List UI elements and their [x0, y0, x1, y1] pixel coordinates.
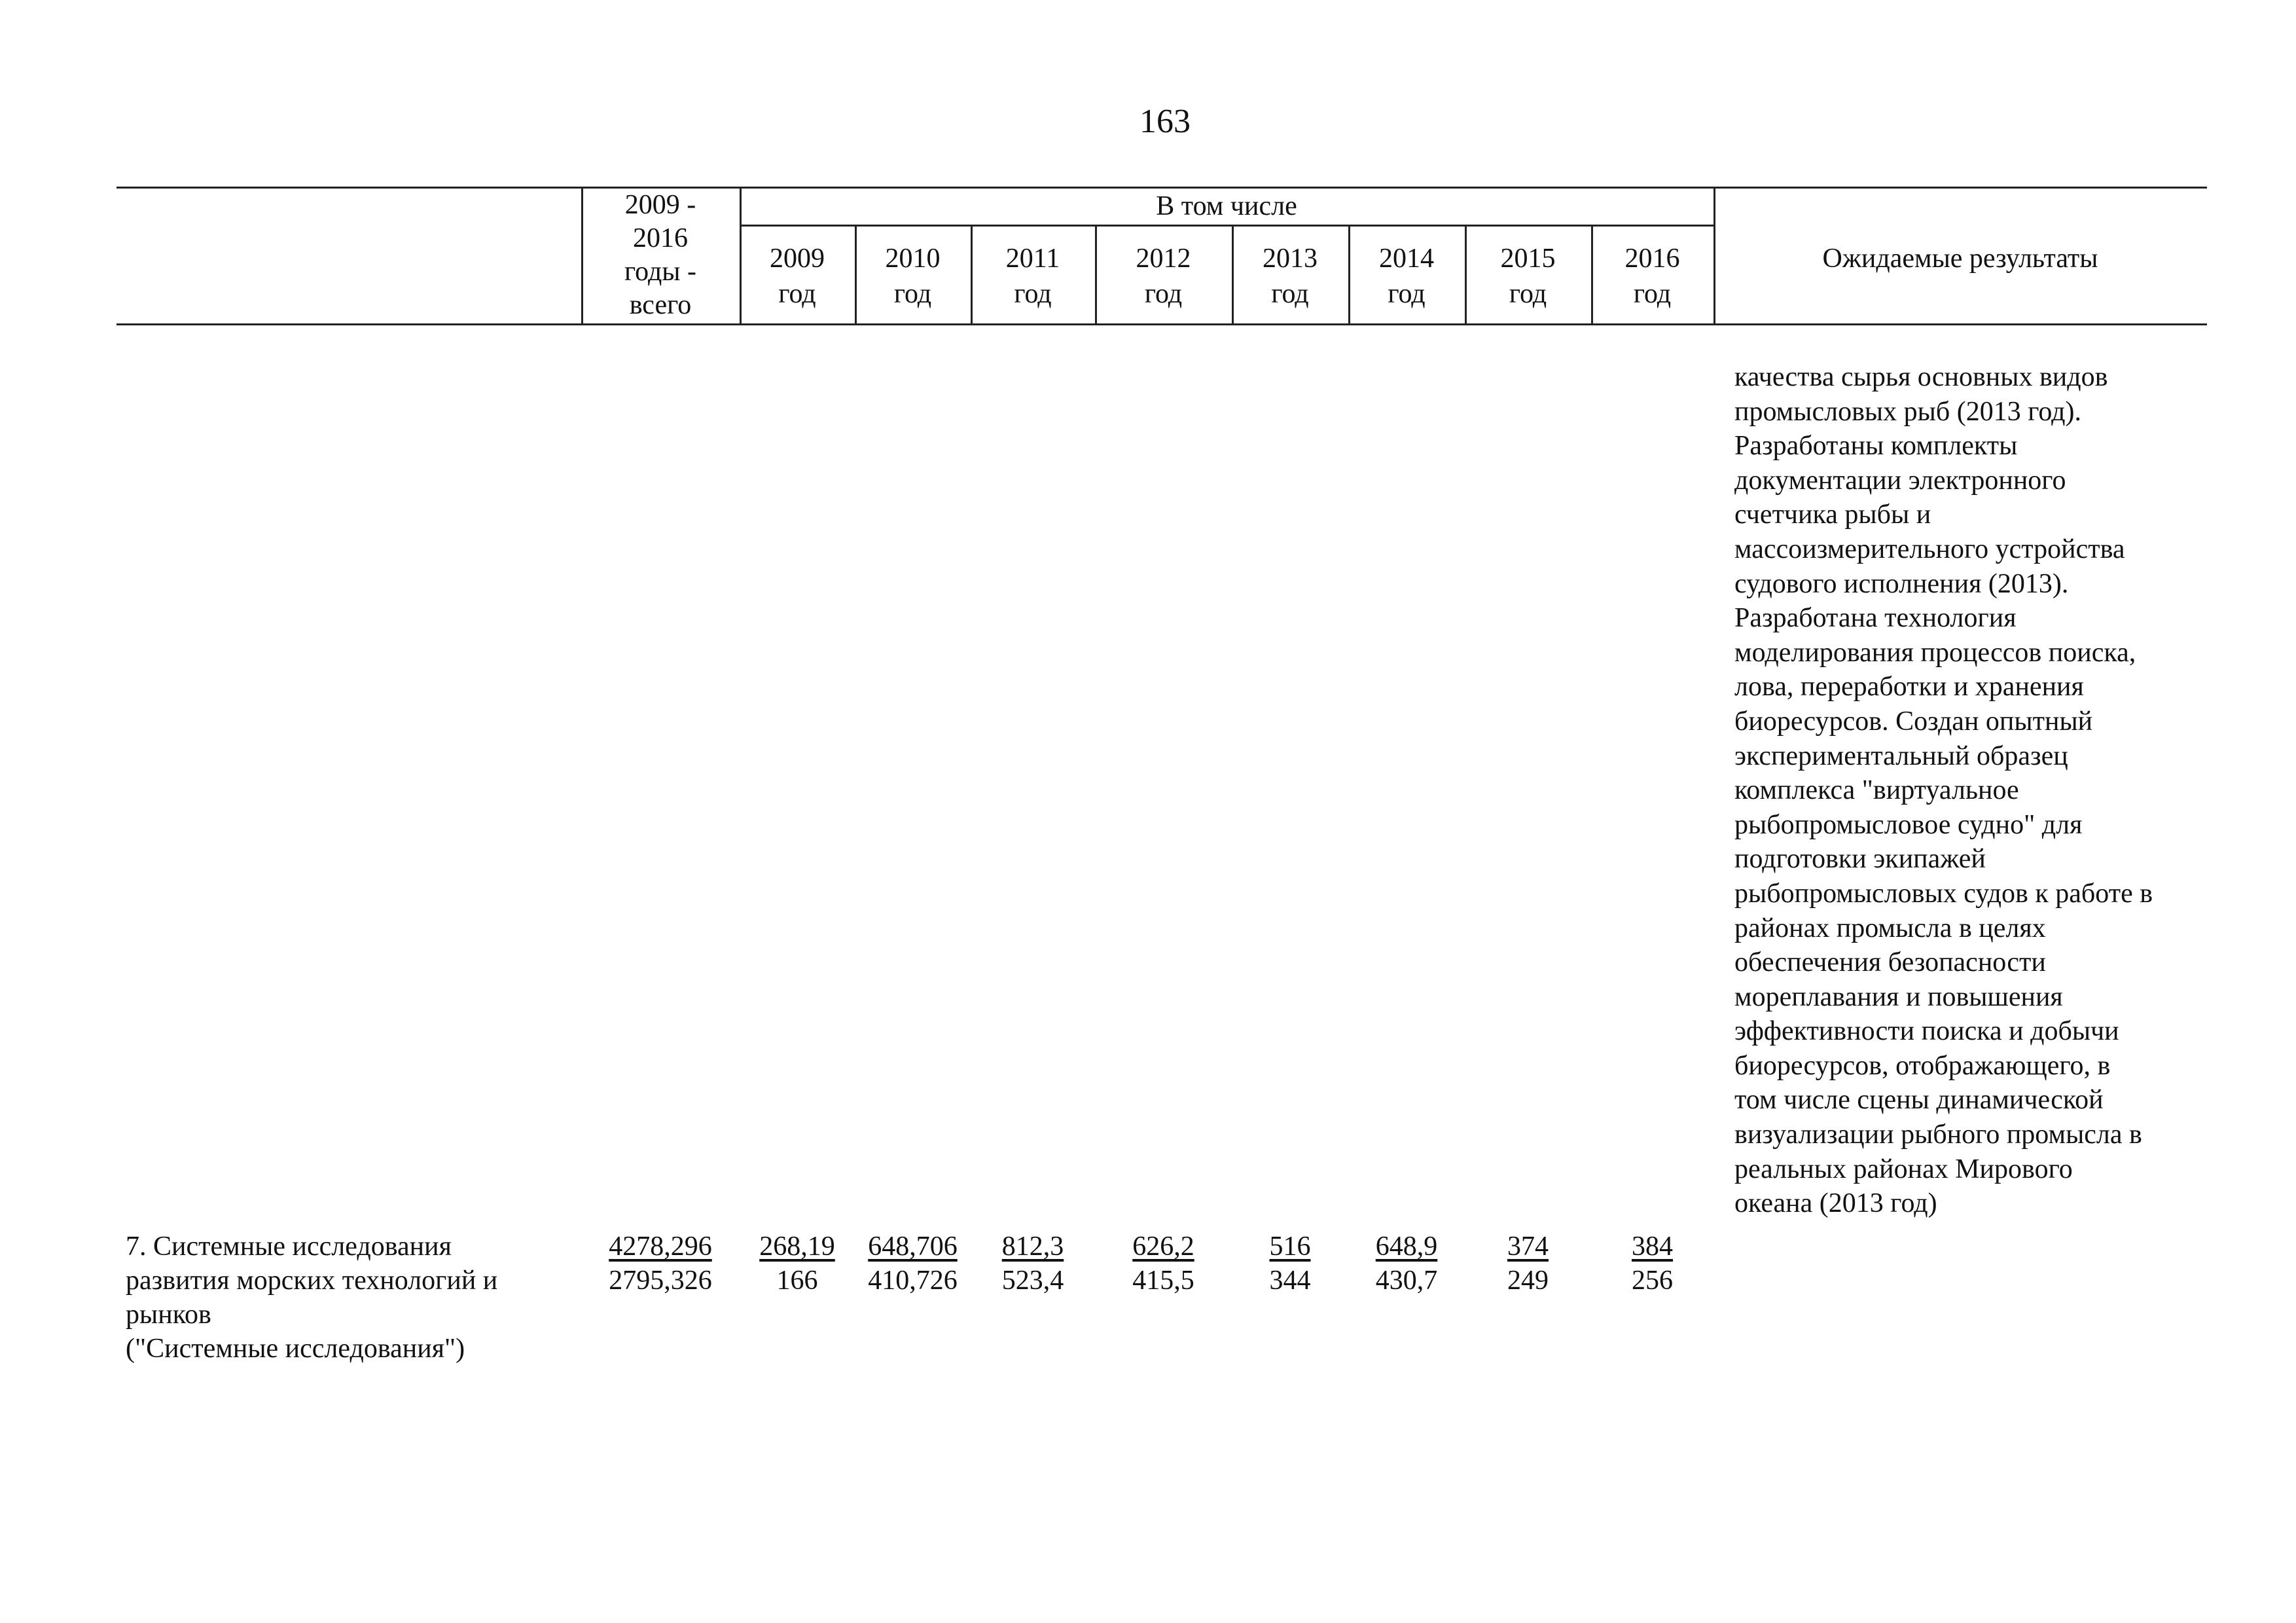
page-number: 163 [1139, 103, 1191, 140]
header-year-2013: 2013 год [1263, 244, 1318, 309]
row-7-label: 7. Системные исследования развития морских технологий и рынков ("Системные исследования") [126, 1231, 498, 1364]
row-7-2014-bottom: 430,7 [1375, 1266, 1438, 1296]
row-7-2013-bottom: 344 [1269, 1266, 1311, 1296]
row-7-2015-bottom: 249 [1507, 1266, 1549, 1296]
header-total-years: 2009 - 2016 годы - всего [624, 190, 697, 320]
row-7-2009-bottom: 166 [776, 1266, 818, 1296]
row-7-2010-top: 648,706 [868, 1231, 958, 1262]
header-year-2011: 2011 год [1005, 244, 1060, 309]
row-7-2012-bottom: 415,5 [1132, 1266, 1194, 1296]
row-7-2009-top: 268,19 [759, 1231, 835, 1262]
row-7-2015-top: 374 [1507, 1231, 1549, 1262]
table-header [117, 187, 2207, 325]
row-7-2010-bottom: 410,726 [868, 1266, 958, 1296]
row-7-2012-top: 626,2 [1132, 1231, 1194, 1262]
row-7-2014-top: 648,9 [1375, 1231, 1438, 1262]
subheader-divider [740, 225, 1713, 227]
row-7-2011-bottom: 523,4 [1001, 1266, 1064, 1296]
header-year-2010: 2010 год [885, 244, 941, 309]
header-expected-results: Ожидаемые результаты [1822, 244, 2098, 274]
header-year-2014: 2014 год [1379, 244, 1434, 309]
header-year-2012: 2012 год [1136, 244, 1191, 309]
row-7-2013-top: 516 [1269, 1231, 1311, 1262]
header-including: В том числе [1156, 191, 1297, 221]
row-7-2016-bottom: 256 [1632, 1266, 1673, 1296]
expected-results-text: качества сырья основных видов промысловых рыб (2013 год). Разработаны комплекты документации электронного счетчика рыбы и массоизмерительного устройства судового исполнения (2013). Разработана технология моделирования процессов поиска, лова, переработки и хранения биоресурсов. Создан опытный экспериментальный образец комплекса "виртуальное рыбопромысловое судно" для подготовки экипажей рыбопромысловых судов к работе в районах промысла в целях обеспечения безопасности мореплавания и повышения эффективности поиска и добычи биоресурсов, отображающего, в том числе сцены динамической визуализации рыбного промысла в реальных районах Мирового океана (2013 год) [1734, 362, 2153, 1219]
row-7-2011-top: 812,3 [1001, 1231, 1064, 1262]
row-7-total-bottom: 2795,326 [609, 1266, 712, 1296]
row-7-2016-top: 384 [1632, 1231, 1673, 1262]
row-7-total-top: 4278,296 [609, 1231, 712, 1262]
header-year-2015: 2015 год [1500, 244, 1556, 309]
header-year-2009: 2009 год [770, 244, 825, 309]
header-year-2016: 2016 год [1624, 244, 1680, 309]
